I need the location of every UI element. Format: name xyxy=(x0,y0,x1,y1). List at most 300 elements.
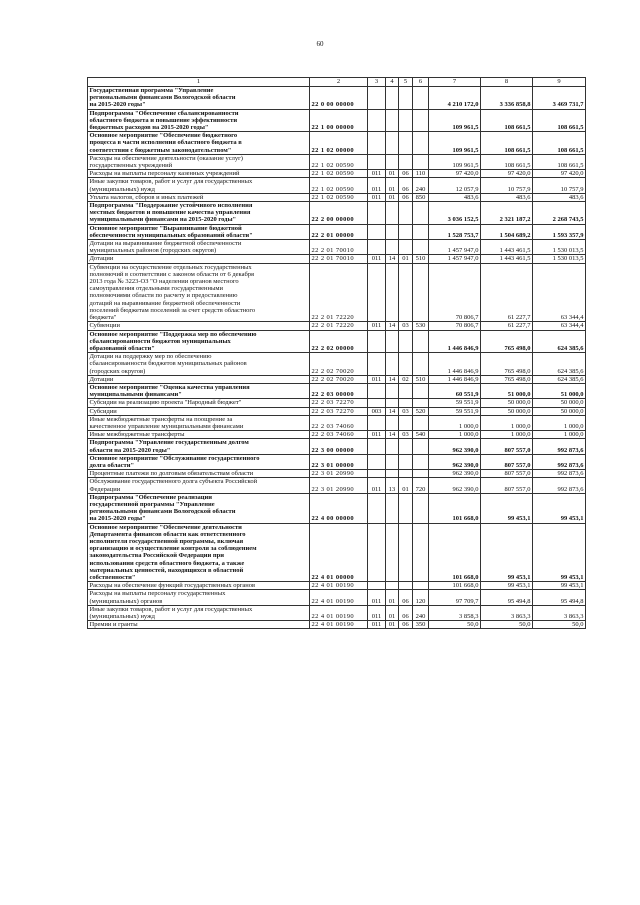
amount-year1-cell: 4 210 172,0 xyxy=(429,87,481,110)
amount-year1-cell: 70 806,7 xyxy=(429,322,481,330)
amount-year3-cell: 1 000,0 xyxy=(533,415,586,430)
budget-code-cell: 22 1 02 00590 xyxy=(310,178,368,193)
amount-year3-cell: 95 494,8 xyxy=(533,590,586,605)
subsection-code-cell: 03 xyxy=(399,407,413,415)
amount-year2-cell: 765 498,0 xyxy=(481,353,533,376)
subsection-code-cell xyxy=(399,353,413,376)
ministry-code-cell: 011 xyxy=(368,255,386,263)
amount-year3-cell: 99 453,1 xyxy=(533,523,586,582)
row-name-cell: Обслуживание государственного долга субъекта Российской Федерации xyxy=(88,478,310,493)
amount-year1-cell: 1 457 947,0 xyxy=(429,240,481,255)
budget-code-cell: 22 4 01 00190 xyxy=(310,590,368,605)
amount-year3-cell: 63 344,4 xyxy=(533,322,586,330)
amount-year1-cell: 3 036 152,5 xyxy=(429,202,481,225)
section-code-cell: 01 xyxy=(386,193,399,201)
amount-year1-cell: 1 446 846,9 xyxy=(429,330,481,353)
subsection-code-cell: 06 xyxy=(399,178,413,193)
ministry-code-cell: 011 xyxy=(368,621,386,629)
amount-year3-cell: 63 344,4 xyxy=(533,263,586,322)
ministry-code-cell xyxy=(368,399,386,407)
row-name-cell: Основное мероприятие "Оценка качества управления муниципальными финансами" xyxy=(88,383,310,398)
row-name-cell: Субсидии xyxy=(88,407,310,415)
row-name-cell: Расходы на выплаты персоналу казенных учреждений xyxy=(88,170,310,178)
expense-type-cell xyxy=(413,523,429,582)
ministry-code-cell xyxy=(368,523,386,582)
section-code-cell: 01 xyxy=(386,170,399,178)
row-name-cell: Основное мероприятие "Обеспечение бюджетного процесса в части исполнения областного бюджета в соответствии с бюджетным законодательством" xyxy=(88,132,310,155)
table-row xyxy=(88,375,586,383)
amount-year3-cell: 1 530 013,5 xyxy=(533,255,586,263)
table-row xyxy=(88,582,586,590)
amount-year2-cell: 807 557,0 xyxy=(481,454,533,469)
amount-year2-cell: 1 000,0 xyxy=(481,415,533,430)
amount-year1-cell: 109 961,5 xyxy=(429,109,481,132)
expense-type-cell xyxy=(413,470,429,478)
table-row xyxy=(88,178,586,193)
budget-code-cell: 22 3 01 00000 xyxy=(310,454,368,469)
budget-code-cell: 22 2 03 72270 xyxy=(310,399,368,407)
budget-code-cell: 22 2 01 70010 xyxy=(310,255,368,263)
amount-year1-cell: 3 858,3 xyxy=(429,605,481,620)
amount-year3-cell: 108 661,5 xyxy=(533,109,586,132)
section-code-cell: 01 xyxy=(386,178,399,193)
table-row xyxy=(88,415,586,430)
expense-type-cell: 530 xyxy=(413,322,429,330)
expense-type-cell xyxy=(413,87,429,110)
section-code-cell xyxy=(386,109,399,132)
row-name-cell: Иные межбюджетные трансферты xyxy=(88,431,310,439)
amount-year1-cell: 59 551,9 xyxy=(429,407,481,415)
budget-code-cell: 22 2 03 00000 xyxy=(310,383,368,398)
section-code-cell: 14 xyxy=(386,255,399,263)
budget-code-cell: 22 4 01 00190 xyxy=(310,605,368,620)
subsection-code-cell: 03 xyxy=(399,431,413,439)
amount-year2-cell: 3 336 858,8 xyxy=(481,87,533,110)
subsection-code-cell: 02 xyxy=(399,375,413,383)
amount-year3-cell: 51 000,0 xyxy=(533,383,586,398)
amount-year2-cell: 1 443 461,5 xyxy=(481,255,533,263)
budget-code-cell: 22 2 03 74060 xyxy=(310,415,368,430)
subsection-code-cell xyxy=(399,493,413,523)
row-name-cell: Субвенции xyxy=(88,322,310,330)
expense-type-cell xyxy=(413,263,429,322)
subsection-code-cell: 03 xyxy=(399,322,413,330)
amount-year3-cell: 483,6 xyxy=(533,193,586,201)
expense-type-cell: 510 xyxy=(413,375,429,383)
table-row xyxy=(88,470,586,478)
amount-year1-cell: 109 961,5 xyxy=(429,154,481,169)
amount-year3-cell: 992 873,6 xyxy=(533,478,586,493)
ministry-code-cell: 011 xyxy=(368,178,386,193)
budget-code-cell: 22 2 01 72220 xyxy=(310,322,368,330)
budget-code-cell: 22 0 00 00000 xyxy=(310,87,368,110)
section-code-cell: 01 xyxy=(386,621,399,629)
header-cell: 6 xyxy=(413,78,429,87)
table-row xyxy=(88,478,586,493)
budget-code-cell: 22 1 02 00590 xyxy=(310,193,368,201)
amount-year3-cell: 624 385,6 xyxy=(533,375,586,383)
amount-year3-cell: 108 661,5 xyxy=(533,132,586,155)
amount-year1-cell: 59 551,9 xyxy=(429,399,481,407)
budget-code-cell: 22 2 02 00000 xyxy=(310,330,368,353)
expense-type-cell xyxy=(413,109,429,132)
subsection-code-cell xyxy=(399,202,413,225)
budget-code-cell: 22 3 00 00000 xyxy=(310,439,368,454)
expense-type-cell xyxy=(413,415,429,430)
ministry-code-cell xyxy=(368,439,386,454)
amount-year3-cell: 992 873,6 xyxy=(533,470,586,478)
amount-year1-cell: 962 390,0 xyxy=(429,439,481,454)
budget-code-cell: 22 3 01 20990 xyxy=(310,470,368,478)
section-code-cell: 14 xyxy=(386,322,399,330)
table-row xyxy=(88,353,586,376)
ministry-code-cell xyxy=(368,263,386,322)
amount-year2-cell: 765 498,0 xyxy=(481,330,533,353)
subsection-code-cell: 01 xyxy=(399,255,413,263)
subsection-code-cell xyxy=(399,383,413,398)
amount-year3-cell: 624 385,6 xyxy=(533,353,586,376)
ministry-code-cell xyxy=(368,109,386,132)
subsection-code-cell: 06 xyxy=(399,170,413,178)
table-row xyxy=(88,523,586,582)
row-name-cell: Государственная программа "Управление региональными финансами Вологодской области на 2015-2020 годы" xyxy=(88,87,310,110)
table-row xyxy=(88,224,586,239)
amount-year2-cell: 10 757,9 xyxy=(481,178,533,193)
row-name-cell: Подпрограмма "Обеспечение сбалансированности областного бюджета и повышение эффективности бюджетных расходов на 2015-2020 годы" xyxy=(88,109,310,132)
table-header-row xyxy=(88,78,586,87)
budget-code-cell: 22 4 01 00190 xyxy=(310,582,368,590)
row-name-cell: Субвенции на осуществление отдельных государственных полномочий в соответствии с законом области от 6 декабря 2013 года № 3223-ОЗ "О наделении органов местного самоуправления отдельными государственными полномочиями области по расчету и предоставлению дотаций на выравнивание бюджетной обеспеченности поселений бюджетам поселений за счет средств областного бюджета" xyxy=(88,263,310,322)
amount-year2-cell: 807 557,0 xyxy=(481,478,533,493)
expense-type-cell: 850 xyxy=(413,193,429,201)
row-name-cell: Дотации на выравнивание бюджетной обеспеченности муниципальных районов (городских округов) xyxy=(88,240,310,255)
amount-year3-cell: 10 757,9 xyxy=(533,178,586,193)
ministry-code-cell: 003 xyxy=(368,407,386,415)
table-row xyxy=(88,383,586,398)
amount-year2-cell: 108 661,5 xyxy=(481,109,533,132)
subsection-code-cell xyxy=(399,439,413,454)
expense-type-cell: 540 xyxy=(413,431,429,439)
expense-type-cell xyxy=(413,132,429,155)
subsection-code-cell: 06 xyxy=(399,590,413,605)
expense-type-cell: 240 xyxy=(413,605,429,620)
ministry-code-cell xyxy=(368,154,386,169)
budget-code-cell: 22 4 00 00000 xyxy=(310,493,368,523)
row-name-cell: Иные межбюджетные трансферты на поощрение за качественное управление муниципальными финансами xyxy=(88,415,310,430)
expense-type-cell xyxy=(413,240,429,255)
expense-type-cell xyxy=(413,493,429,523)
amount-year1-cell: 1 000,0 xyxy=(429,431,481,439)
section-code-cell xyxy=(386,470,399,478)
expense-type-cell xyxy=(413,330,429,353)
budget-table xyxy=(87,77,586,629)
budget-code-cell: 22 2 00 00000 xyxy=(310,202,368,225)
amount-year2-cell: 1 443 461,5 xyxy=(481,240,533,255)
table-row xyxy=(88,263,586,322)
table-row xyxy=(88,431,586,439)
table-row xyxy=(88,605,586,620)
row-name-cell: Расходы на обеспечение функций государственных органов xyxy=(88,582,310,590)
table-row xyxy=(88,202,586,225)
section-code-cell: 14 xyxy=(386,375,399,383)
amount-year2-cell: 50 000,0 xyxy=(481,399,533,407)
budget-code-cell: 22 2 01 00000 xyxy=(310,224,368,239)
subsection-code-cell: 06 xyxy=(399,193,413,201)
amount-year3-cell: 50 000,0 xyxy=(533,399,586,407)
ministry-code-cell xyxy=(368,383,386,398)
expense-type-cell xyxy=(413,353,429,376)
row-name-cell: Уплата налогов, сборов и иных платежей xyxy=(88,193,310,201)
section-code-cell: 01 xyxy=(386,605,399,620)
budget-code-cell: 22 2 01 70010 xyxy=(310,240,368,255)
table-row xyxy=(88,240,586,255)
section-code-cell xyxy=(386,240,399,255)
amount-year2-cell: 1 000,0 xyxy=(481,431,533,439)
amount-year1-cell: 1 528 753,7 xyxy=(429,224,481,239)
subsection-code-cell xyxy=(399,154,413,169)
amount-year2-cell: 50 000,0 xyxy=(481,407,533,415)
ministry-code-cell xyxy=(368,493,386,523)
amount-year2-cell: 50,0 xyxy=(481,621,533,629)
amount-year2-cell: 61 227,7 xyxy=(481,263,533,322)
amount-year1-cell: 1 446 846,9 xyxy=(429,375,481,383)
amount-year1-cell: 962 390,0 xyxy=(429,454,481,469)
section-code-cell xyxy=(386,415,399,430)
budget-code-cell: 22 1 02 00000 xyxy=(310,132,368,155)
table-row xyxy=(88,322,586,330)
amount-year3-cell: 99 453,1 xyxy=(533,493,586,523)
amount-year3-cell: 624 385,6 xyxy=(533,330,586,353)
table-row xyxy=(88,590,586,605)
table-row xyxy=(88,493,586,523)
amount-year2-cell: 108 661,5 xyxy=(481,132,533,155)
expense-type-cell xyxy=(413,454,429,469)
table-row xyxy=(88,399,586,407)
amount-year3-cell: 1 593 357,9 xyxy=(533,224,586,239)
amount-year1-cell: 1 457 947,0 xyxy=(429,255,481,263)
row-name-cell: Подпрограмма "Управление государственным долгом области на 2015-2020 годы" xyxy=(88,439,310,454)
budget-code-cell: 22 3 01 20990 xyxy=(310,478,368,493)
ministry-code-cell xyxy=(368,202,386,225)
table-row xyxy=(88,454,586,469)
budget-code-cell: 22 2 01 72220 xyxy=(310,263,368,322)
subsection-code-cell xyxy=(399,399,413,407)
header-cell: 1 xyxy=(88,78,310,87)
amount-year1-cell: 50,0 xyxy=(429,621,481,629)
amount-year2-cell: 108 661,5 xyxy=(481,154,533,169)
subsection-code-cell xyxy=(399,224,413,239)
expense-type-cell xyxy=(413,224,429,239)
amount-year1-cell: 962 390,0 xyxy=(429,470,481,478)
table-row xyxy=(88,154,586,169)
amount-year3-cell: 50,0 xyxy=(533,621,586,629)
amount-year2-cell: 2 321 187,2 xyxy=(481,202,533,225)
expense-type-cell xyxy=(413,202,429,225)
table-row xyxy=(88,170,586,178)
ministry-code-cell: 011 xyxy=(368,605,386,620)
amount-year1-cell: 483,6 xyxy=(429,193,481,201)
amount-year2-cell: 97 420,0 xyxy=(481,170,533,178)
ministry-code-cell xyxy=(368,582,386,590)
header-cell: 9 xyxy=(533,78,586,87)
row-name-cell: Дотации xyxy=(88,255,310,263)
expense-type-cell xyxy=(413,383,429,398)
row-name-cell: Основное мероприятие "Выравнивание бюджетной обеспеченности муниципальных образований области" xyxy=(88,224,310,239)
amount-year2-cell: 3 863,3 xyxy=(481,605,533,620)
expense-type-cell: 240 xyxy=(413,178,429,193)
section-code-cell xyxy=(386,399,399,407)
budget-code-cell: 22 2 02 70020 xyxy=(310,353,368,376)
subsection-code-cell xyxy=(399,240,413,255)
subsection-code-cell xyxy=(399,523,413,582)
table-row xyxy=(88,439,586,454)
table-row xyxy=(88,330,586,353)
row-name-cell: Подпрограмма "Поддержание устойчивого исполнения местных бюджетов и повышение качества управления муниципальными финансами на 2015-2020 годы" xyxy=(88,202,310,225)
ministry-code-cell: 011 xyxy=(368,375,386,383)
section-code-cell xyxy=(386,224,399,239)
ministry-code-cell xyxy=(368,415,386,430)
row-name-cell: Основное мероприятие "Обслуживание государственного долга области" xyxy=(88,454,310,469)
ministry-code-cell: 011 xyxy=(368,431,386,439)
amount-year3-cell: 3 863,3 xyxy=(533,605,586,620)
subsection-code-cell xyxy=(399,263,413,322)
amount-year1-cell: 101 668,0 xyxy=(429,523,481,582)
header-cell: 4 xyxy=(386,78,399,87)
subsection-code-cell xyxy=(399,109,413,132)
ministry-code-cell xyxy=(368,87,386,110)
section-code-cell xyxy=(386,263,399,322)
header-cell: 8 xyxy=(481,78,533,87)
budget-code-cell: 22 1 00 00000 xyxy=(310,109,368,132)
amount-year2-cell: 765 498,0 xyxy=(481,375,533,383)
ministry-code-cell xyxy=(368,240,386,255)
page-number: 60 xyxy=(316,40,324,48)
row-name-cell: Расходы на обеспечение деятельности (оказание услуг) государственных учреждений xyxy=(88,154,310,169)
amount-year2-cell: 807 557,0 xyxy=(481,439,533,454)
expense-type-cell: 120 xyxy=(413,590,429,605)
subsection-code-cell xyxy=(399,415,413,430)
amount-year3-cell: 992 873,6 xyxy=(533,454,586,469)
section-code-cell xyxy=(386,383,399,398)
budget-code-cell: 22 4 01 00190 xyxy=(310,621,368,629)
amount-year1-cell: 97 709,7 xyxy=(429,590,481,605)
amount-year2-cell: 1 504 689,2 xyxy=(481,224,533,239)
expense-type-cell xyxy=(413,439,429,454)
table-row xyxy=(88,255,586,263)
amount-year1-cell: 109 961,5 xyxy=(429,132,481,155)
amount-year2-cell: 61 227,7 xyxy=(481,322,533,330)
amount-year1-cell: 60 551,9 xyxy=(429,383,481,398)
section-code-cell xyxy=(386,87,399,110)
header-cell: 7 xyxy=(429,78,481,87)
section-code-cell xyxy=(386,154,399,169)
ministry-code-cell xyxy=(368,353,386,376)
amount-year3-cell: 2 268 743,5 xyxy=(533,202,586,225)
row-name-cell: Основное мероприятие "Обеспечение деятельности Департамента финансов области как ответственного исполнителя государственной программы, включая организацию и осуществление контроля за соблюдением законодательства Российской Федерации при использовании средств областного бюджета, а также материальных ценностей, находящихся в областной собственности" xyxy=(88,523,310,582)
subsection-code-cell: 06 xyxy=(399,621,413,629)
amount-year1-cell: 101 668,0 xyxy=(429,493,481,523)
row-name-cell: Дотации на поддержку мер по обеспечению сбалансированности бюджетов муниципальных районов (городских округов) xyxy=(88,353,310,376)
header-cell: 3 xyxy=(368,78,386,87)
budget-code-cell: 22 4 01 00000 xyxy=(310,523,368,582)
row-name-cell: Премии и гранты xyxy=(88,621,310,629)
amount-year2-cell: 483,6 xyxy=(481,193,533,201)
expense-type-cell: 110 xyxy=(413,170,429,178)
amount-year3-cell: 50 000,0 xyxy=(533,407,586,415)
section-code-cell: 13 xyxy=(386,478,399,493)
amount-year1-cell: 1 000,0 xyxy=(429,415,481,430)
section-code-cell xyxy=(386,202,399,225)
subsection-code-cell xyxy=(399,132,413,155)
amount-year3-cell: 1 530 013,5 xyxy=(533,240,586,255)
expense-type-cell: 510 xyxy=(413,255,429,263)
row-name-cell: Основное мероприятие "Поддержка мер по обеспечению сбалансированности бюджетов муниципальных образований области" xyxy=(88,330,310,353)
section-code-cell xyxy=(386,330,399,353)
subsection-code-cell xyxy=(399,582,413,590)
table-row xyxy=(88,621,586,629)
expense-type-cell xyxy=(413,154,429,169)
ministry-code-cell: 011 xyxy=(368,322,386,330)
expense-type-cell: 520 xyxy=(413,407,429,415)
budget-code-cell: 22 1 02 00590 xyxy=(310,154,368,169)
subsection-code-cell xyxy=(399,470,413,478)
budget-code-cell: 22 1 02 00590 xyxy=(310,170,368,178)
table-row xyxy=(88,193,586,201)
amount-year1-cell: 101 668,0 xyxy=(429,582,481,590)
expense-type-cell: 350 xyxy=(413,621,429,629)
expense-type-cell: 720 xyxy=(413,478,429,493)
section-code-cell xyxy=(386,582,399,590)
ministry-code-cell: 011 xyxy=(368,170,386,178)
budget-code-cell: 22 2 03 72270 xyxy=(310,407,368,415)
table-row xyxy=(88,407,586,415)
ministry-code-cell xyxy=(368,470,386,478)
subsection-code-cell: 06 xyxy=(399,605,413,620)
amount-year3-cell: 992 873,6 xyxy=(533,439,586,454)
section-code-cell: 14 xyxy=(386,431,399,439)
ministry-code-cell xyxy=(368,454,386,469)
expense-type-cell xyxy=(413,582,429,590)
amount-year3-cell: 99 453,1 xyxy=(533,582,586,590)
ministry-code-cell xyxy=(368,132,386,155)
table-row xyxy=(88,109,586,132)
subsection-code-cell xyxy=(399,87,413,110)
row-name-cell: Расходы на выплаты персоналу государственных (муниципальных) органов xyxy=(88,590,310,605)
section-code-cell xyxy=(386,523,399,582)
section-code-cell xyxy=(386,454,399,469)
row-name-cell: Иные закупки товаров, работ и услуг для государственных (муниципальных) нужд xyxy=(88,178,310,193)
amount-year3-cell: 97 420,0 xyxy=(533,170,586,178)
budget-code-cell: 22 2 02 70020 xyxy=(310,375,368,383)
ministry-code-cell xyxy=(368,224,386,239)
subsection-code-cell xyxy=(399,454,413,469)
amount-year1-cell: 1 446 846,9 xyxy=(429,353,481,376)
amount-year1-cell: 70 806,7 xyxy=(429,263,481,322)
section-code-cell xyxy=(386,439,399,454)
amount-year2-cell: 99 453,1 xyxy=(481,523,533,582)
table-row xyxy=(88,87,586,110)
budget-code-cell: 22 2 03 74060 xyxy=(310,431,368,439)
row-name-cell: Подпрограмма "Обеспечение реализации государственной программы "Управление региональными финансами Вологодской области на 2015-2020 годы" xyxy=(88,493,310,523)
amount-year1-cell: 12 057,9 xyxy=(429,178,481,193)
subsection-code-cell: 01 xyxy=(399,478,413,493)
row-name-cell: Иные закупки товаров, работ и услуг для государственных (муниципальных) нужд xyxy=(88,605,310,620)
amount-year2-cell: 99 453,1 xyxy=(481,582,533,590)
row-name-cell: Процентные платежи по долговым обязательствам области xyxy=(88,470,310,478)
amount-year2-cell: 807 557,0 xyxy=(481,470,533,478)
ministry-code-cell xyxy=(368,330,386,353)
section-code-cell xyxy=(386,493,399,523)
